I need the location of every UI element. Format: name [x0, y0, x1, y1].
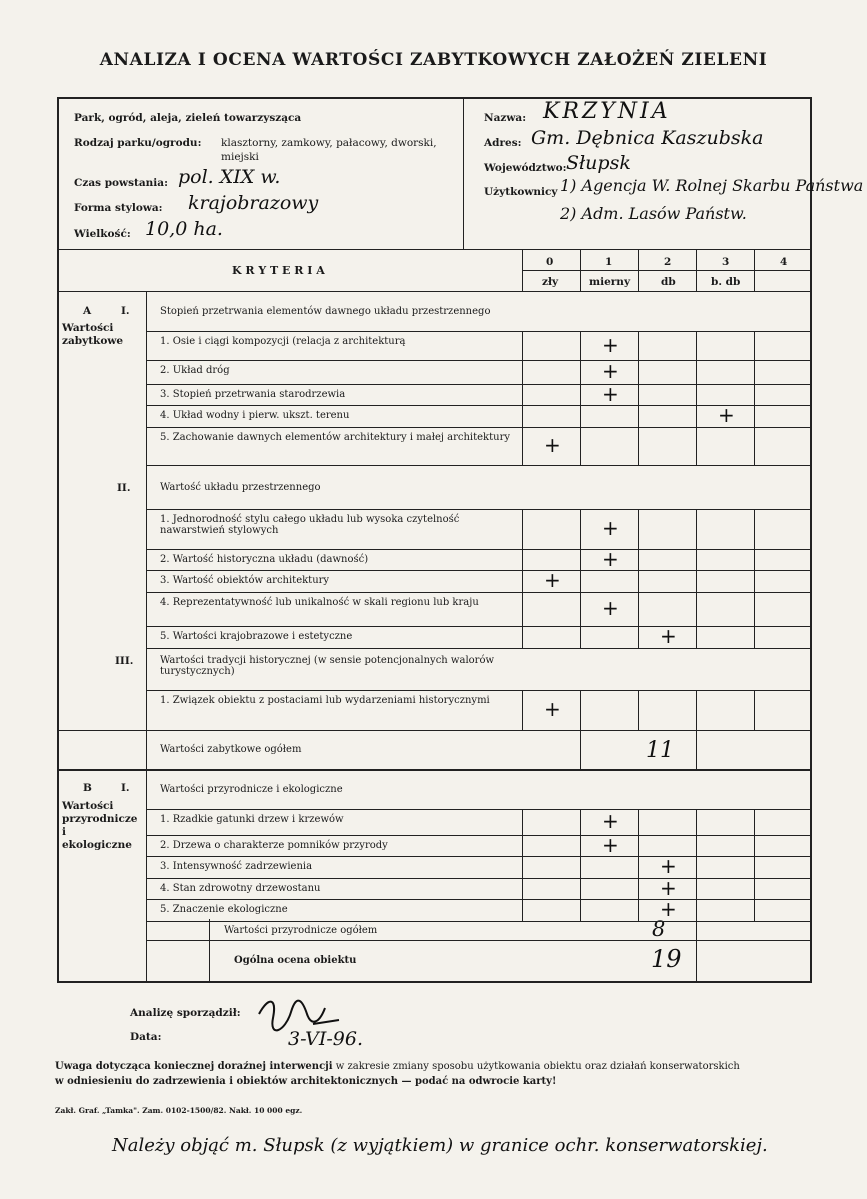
col-line [638, 427, 639, 465]
col-line [638, 835, 639, 856]
col-line [638, 331, 639, 360]
section-b-name: Wartości przyrodnicze i ekologiczne [62, 800, 138, 851]
score-mark: + [602, 546, 619, 571]
criterion-text: 5. Wartości krajobrazowe i estetyczne [160, 631, 353, 642]
note-bold-1: Uwaga dotycząca koniecznej doraźnej interwencji [55, 1061, 333, 1072]
row-line [146, 648, 812, 649]
col-line [522, 384, 523, 405]
grade-0: zły [542, 276, 559, 288]
col-line [754, 592, 755, 626]
col-line [754, 384, 755, 405]
group-iii-num: III. [115, 655, 134, 667]
col-line [638, 690, 639, 730]
score-mark: + [602, 381, 619, 406]
criterion-text: 1. Osie i ciągi kompozycji (relacja z architekturą [160, 336, 406, 347]
criteria-header-bottom [57, 291, 812, 292]
name-value: KRZYNIA [543, 99, 671, 124]
address-label: Adres: [484, 137, 522, 149]
col-line [696, 331, 697, 360]
score-mark: + [544, 697, 561, 721]
row-line [146, 626, 812, 627]
col-line [522, 878, 523, 899]
col-line [696, 592, 697, 626]
size-label: Wielkość: [74, 228, 131, 240]
col-line [696, 856, 697, 878]
row-line [146, 592, 812, 593]
section-a-sub-line [57, 730, 147, 731]
col-line-1-head [580, 249, 581, 291]
row-line [146, 405, 812, 406]
total-a-value: 11 [646, 738, 674, 763]
col-line [754, 626, 755, 648]
row-line [146, 465, 812, 466]
col-line [580, 331, 581, 360]
row-line [146, 730, 812, 731]
row-line [146, 921, 812, 922]
col-line [522, 509, 523, 549]
row-line [146, 809, 812, 810]
overall-left-line [209, 919, 210, 983]
row-line [146, 549, 812, 550]
col-line [696, 384, 697, 405]
col-line [522, 570, 523, 592]
col-line [638, 626, 639, 648]
col-line-2-head [638, 249, 639, 291]
col-line [754, 570, 755, 592]
row-line [146, 899, 812, 900]
score-mark: + [718, 403, 735, 427]
users-value-1: 1) Agencja W. Rolnej Skarbu Państwa [560, 176, 864, 195]
overall-value: 19 [651, 945, 682, 973]
col-line [522, 899, 523, 921]
province-value: Słupsk [566, 152, 631, 174]
row-line [146, 427, 812, 428]
col-line [638, 899, 639, 921]
users-value-2: 2) Adm. Lasów Państw. [560, 204, 747, 223]
section-b-letter: B [83, 782, 92, 794]
score-mark: + [544, 568, 561, 592]
col-line [580, 360, 581, 384]
kind-options-2: miejski [221, 151, 259, 163]
criterion-text: 4. Układ wodny i pierw. ukszt. terenu [160, 410, 350, 421]
col-line [580, 384, 581, 405]
col-line-4-head [754, 249, 755, 291]
row-line [146, 835, 812, 836]
col-line [522, 405, 523, 427]
criterion-text: 2. Drzewa o charakterze pomników przyrody [160, 840, 388, 851]
style-label: Forma stylowa: [74, 202, 163, 214]
col-line [580, 878, 581, 899]
criterion-text: 3. Intensywność zadrzewienia [160, 861, 313, 872]
col-line [638, 509, 639, 549]
col-line [754, 331, 755, 360]
col-line [580, 856, 581, 878]
score-3: 3 [722, 256, 730, 268]
criterion-text: 5. Zachowanie dawnych elementów architektury i małej architektury [160, 432, 511, 443]
col-line [522, 427, 523, 465]
col-line [638, 549, 639, 570]
score-mark: + [660, 897, 677, 921]
col-line [638, 570, 639, 592]
col-line [754, 899, 755, 921]
score-mark: + [602, 332, 619, 357]
criterion-text: 4. Stan zdrowotny drzewostanu [160, 883, 321, 894]
section-b-title: Wartości przyrodnicze i ekologiczne [160, 784, 343, 795]
group-i-title: Stopień przetrwania elementów dawnego układu przestrzennego [160, 306, 491, 317]
col-line [696, 509, 697, 549]
col-line [522, 360, 523, 384]
name-label: Nazwa: [484, 112, 527, 124]
criteria-header-midline [522, 270, 812, 271]
group-ii-num: II. [117, 482, 131, 494]
col-line [522, 626, 523, 648]
print-info: Zakł. Graf. „Tamka". Zam. 0102-1500/82. Nakł. 10 000 egz. [55, 1106, 303, 1115]
col-line [696, 405, 697, 427]
users-label: Użytkownicy [484, 186, 558, 198]
score-mark: + [602, 516, 619, 540]
col-line [522, 549, 523, 570]
col-line [580, 730, 581, 769]
header-bottom-line [57, 249, 812, 250]
criterion-text: 4. Reprezentatywność lub unikalność w skali regionu lub kraju [160, 597, 479, 608]
criterion-text: 1. Związek obiektu z postaciami lub wydarzeniami historycznymi [160, 695, 490, 706]
col-line [638, 592, 639, 626]
col-line-0-head [522, 249, 523, 291]
address-value: Gm. Dębnica Kaszubska [531, 127, 764, 149]
row-line [146, 940, 812, 941]
col-line [696, 921, 697, 983]
time-value: pol. XIX w. [178, 166, 281, 188]
col-line [696, 899, 697, 921]
score-mark: + [660, 875, 677, 900]
col-line [522, 331, 523, 360]
col-line [638, 878, 639, 899]
col-line [580, 899, 581, 921]
total-a-label: Wartości zabytkowe ogółem [160, 744, 302, 755]
col-line [754, 405, 755, 427]
row-line [146, 384, 812, 385]
score-0: 0 [546, 256, 554, 268]
kind-options: klasztorny, zamkowy, pałacowy, dworski, [221, 137, 437, 149]
note-text-1: w zakresie zmiany sposobu użytkowania obiektu oraz działań konserwatorskich [335, 1061, 740, 1072]
time-label: Czas powstania: [74, 177, 168, 189]
size-value: 10,0 ha. [145, 218, 223, 240]
col-line [754, 835, 755, 856]
col-line [754, 809, 755, 835]
section-divider [146, 291, 147, 983]
col-line [522, 809, 523, 835]
score-mark: + [602, 359, 619, 383]
total-b-value: 8 [652, 917, 666, 941]
col-line [638, 809, 639, 835]
col-line [754, 549, 755, 570]
score-mark: + [660, 854, 677, 878]
header-divider [463, 97, 464, 249]
col-line [754, 878, 755, 899]
form-title: ANALIZA I OCENA WARTOŚCI ZABYTKOWYCH ZAŁOŻEŃ ZIELENI [99, 50, 768, 70]
col-line [580, 405, 581, 427]
overall-label: Ogólna ocena obiektu [234, 955, 357, 966]
col-line [696, 835, 697, 856]
province-label: Województwo: [484, 162, 567, 174]
score-mark: + [602, 596, 619, 620]
handwritten-note: Należy objąć m. Słupsk (z wyjątkiem) w granice ochr. konserwatorskiej. [112, 1135, 768, 1156]
col-line [696, 427, 697, 465]
col-line [580, 549, 581, 570]
col-line-3-head [696, 249, 697, 291]
style-value: krajobrazowy [188, 192, 319, 214]
grade-2: db [661, 276, 676, 288]
criterion-text: 5. Znaczenie ekologiczne [160, 904, 288, 915]
score-4: 4 [780, 256, 788, 268]
total-b-label: Wartości przyrodnicze ogółem [224, 925, 378, 936]
criterion-text: 3. Wartość obiektów architektury [160, 575, 330, 586]
criterion-text: 1. Rzadkie gatunki drzew i krzewów [160, 814, 344, 825]
criterion-text: 3. Stopień przetrwania starodrzewia [160, 389, 346, 400]
score-mark: + [602, 832, 619, 857]
col-line [696, 549, 697, 570]
park-type-line: Park, ogród, aleja, zieleń towarzysząca [74, 112, 302, 124]
grade-3: b. db [711, 276, 741, 288]
col-line [696, 690, 697, 730]
group-iii-title: Wartości tradycji historycznej (w sensie potencjonalnych walorów turystycznych) [160, 655, 495, 677]
col-line [580, 570, 581, 592]
col-line [754, 690, 755, 730]
criterion-text: 2. Układ dróg [160, 365, 230, 376]
section-a-name: Wartości zabytkowe [62, 322, 124, 347]
row-line [146, 570, 812, 571]
col-line [696, 730, 697, 769]
date-value: 3-VI-96. [288, 1028, 363, 1050]
section-a-letter: A [83, 305, 92, 317]
score-mark: + [660, 624, 677, 648]
analysis-label: Analizę sporządził: [130, 1007, 241, 1019]
col-line [580, 835, 581, 856]
row-line [146, 878, 812, 879]
col-line [522, 592, 523, 626]
col-line [696, 360, 697, 384]
score-mark: + [544, 433, 561, 457]
criterion-text: 1. Jednorodność stylu całego układu lub wysoka czytelność nawarstwień stylowych [160, 514, 460, 536]
col-line [580, 690, 581, 730]
row-line [146, 509, 812, 510]
col-line [754, 509, 755, 549]
row-line [146, 360, 812, 361]
group-i-num: I. [121, 305, 130, 317]
col-line [638, 856, 639, 878]
col-line [696, 809, 697, 835]
row-line [146, 331, 812, 332]
col-line [522, 856, 523, 878]
date-label: Data: [130, 1031, 162, 1043]
criteria-label: K R Y T E R I A [232, 264, 325, 277]
kind-label: Rodzaj parku/ogrodu: [74, 137, 202, 149]
col-line [522, 690, 523, 730]
score-1: 1 [605, 256, 613, 268]
note-line-1 [55, 1061, 740, 1072]
criterion-text: 2. Wartość historyczna układu (dawność) [160, 554, 369, 565]
score-2: 2 [664, 256, 672, 268]
col-line [580, 809, 581, 835]
col-line [580, 427, 581, 465]
note-line-2: w odniesieniu do zadrzewienia i obiektów architektonicznych — podać na odwrocie karty! [55, 1076, 557, 1087]
col-line [638, 360, 639, 384]
col-line [754, 856, 755, 878]
col-line [580, 509, 581, 549]
col-line [580, 626, 581, 648]
col-line [638, 384, 639, 405]
row-line [146, 856, 812, 857]
col-line [754, 427, 755, 465]
col-line [696, 570, 697, 592]
col-line [696, 626, 697, 648]
row-line [146, 690, 812, 691]
col-line [754, 360, 755, 384]
col-line [638, 405, 639, 427]
grade-1: mierny [589, 276, 631, 288]
col-line [580, 592, 581, 626]
col-line [696, 878, 697, 899]
row-line [146, 769, 812, 770]
group-ii-title: Wartość układu przestrzennego [160, 482, 321, 493]
section-b-num: I. [121, 782, 130, 794]
score-mark: + [602, 809, 619, 833]
col-line [522, 835, 523, 856]
